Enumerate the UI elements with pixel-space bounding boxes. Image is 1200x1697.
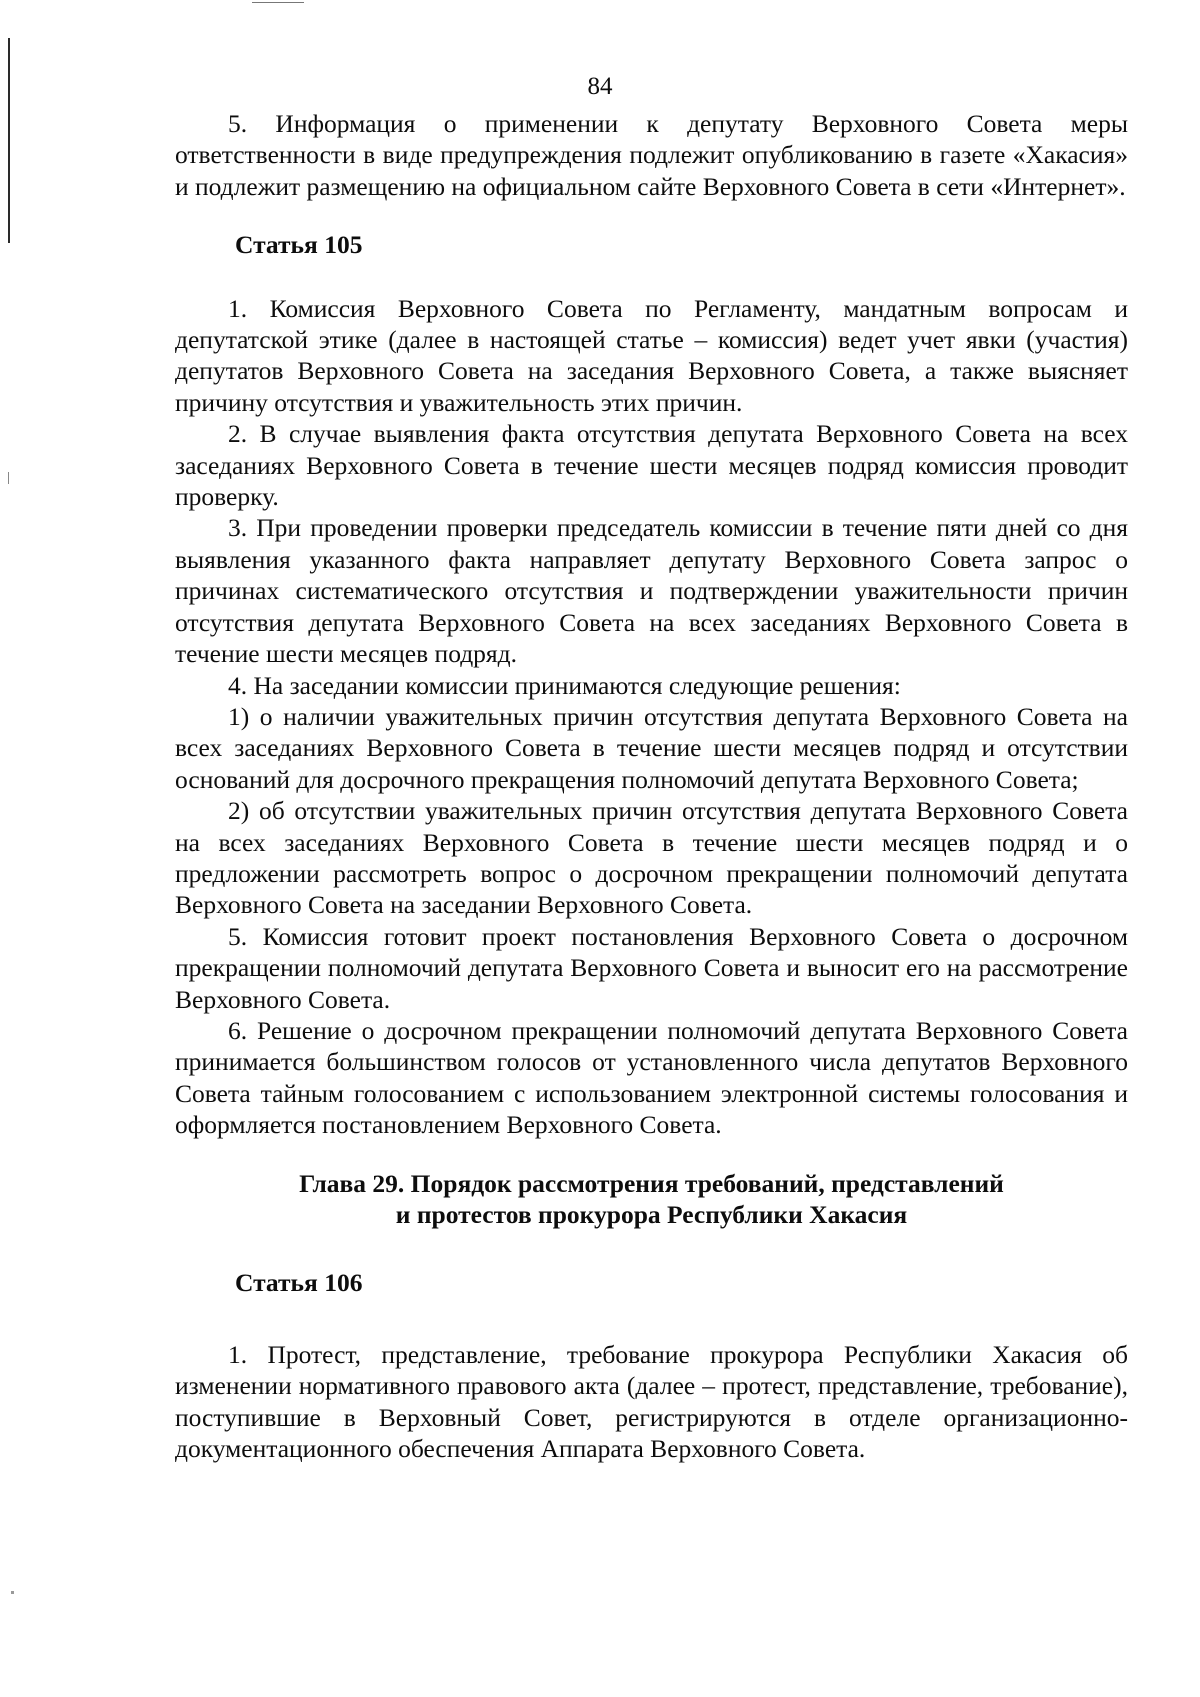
paragraph: 4. На заседании комиссии принимаются следующие решения: (228, 670, 901, 700)
chapter-heading-line: Глава 29. Порядок рассмотрения требований, представлений (299, 1168, 1004, 1198)
article-heading: Статья 106 (235, 1268, 363, 1298)
paragraph: 1) о наличии уважительных причин отсутствия депутата Верховного Совета на всех заседаниях Верховного Совета в течение шести месяцев подряд и отсутствии оснований для досрочного прекращения полномочий депутата Верховного Совета; (175, 701, 1128, 794)
paragraph: 3. При проведении проверки председатель комиссии в течение пяти дней со дня выявления указанного факта направляет депутату Верховного Совета запрос о причинах систематического отсутствия и подтверждении уважительности причин отсутствия депутата Верховного Совета на всех заседаниях Верховного Совета в течение шести месяцев подряд. (175, 513, 1128, 669)
document-body (175, 108, 1128, 1464)
chapter-heading-line: и протестов прокурора Республики Хакасия (395, 1200, 908, 1229)
scan-top-mark (252, 2, 304, 3)
paragraph: 2. В случае выявления факта отсутствия депутата Верховного Совета на всех заседаниях Верховного Совета в течение шести месяцев подряд комиссия проводит проверку. (175, 419, 1128, 512)
paragraph: 5. Комиссия готовит проект постановления Верховного Совета о досрочном прекращении полномочий депутата Верховного Совета и выносит его на рассмотрение Верховного Совета. (175, 921, 1128, 1014)
scan-dust-mark (11, 1591, 14, 1594)
paragraph: 1. Протест, представление, требование прокурора Республики Хакасия об изменении нормативного правового акта (далее – протест, представление, требование), поступившие в Верховный Совет, регистрируются в отделе организационно-документационного обеспечения Аппарата Верховного Совета. (175, 1339, 1128, 1464)
paragraph: 2) об отсутствии уважительных причин отсутствия депутата Верховного Совета на всех заседаниях Верховного Совета в течение шести месяцев подряд и о предложении рассмотреть вопрос о досрочном прекращении полномочий депутата Верховного Совета на заседании Верховного Совета. (175, 796, 1128, 920)
scan-edge-mark (8, 472, 9, 484)
paragraph: 6. Решение о досрочном прекращении полномочий депутата Верховного Совета принимается большинством голосов от установленного числа депутатов Верховного Совета тайным голосованием с использованием электронной системы голосования и оформляется постановлением Верховного Совета. (175, 1015, 1128, 1140)
paragraph: 1. Комиссия Верховного Совета по Регламенту, мандатным вопросам и депутатской этике (далее в настоящей статье – комиссия) ведет учет явки (участия) депутатов Верховного Совета на заседания Верховного Совета, а также выясняет причину отсутствия и уважительность этих причин. (175, 293, 1128, 417)
article-heading: Статья 105 (235, 230, 363, 260)
scan-edge-mark (8, 38, 10, 243)
page-number: 84 (587, 73, 613, 100)
paragraph: 5. Информация о применении к депутату Верховного Совета меры ответственности в виде предупреждения подлежит опубликованию в газете «Хакасия» и подлежит размещению на официальном сайте Верховного Совета в сети «Интернет». (175, 109, 1128, 201)
